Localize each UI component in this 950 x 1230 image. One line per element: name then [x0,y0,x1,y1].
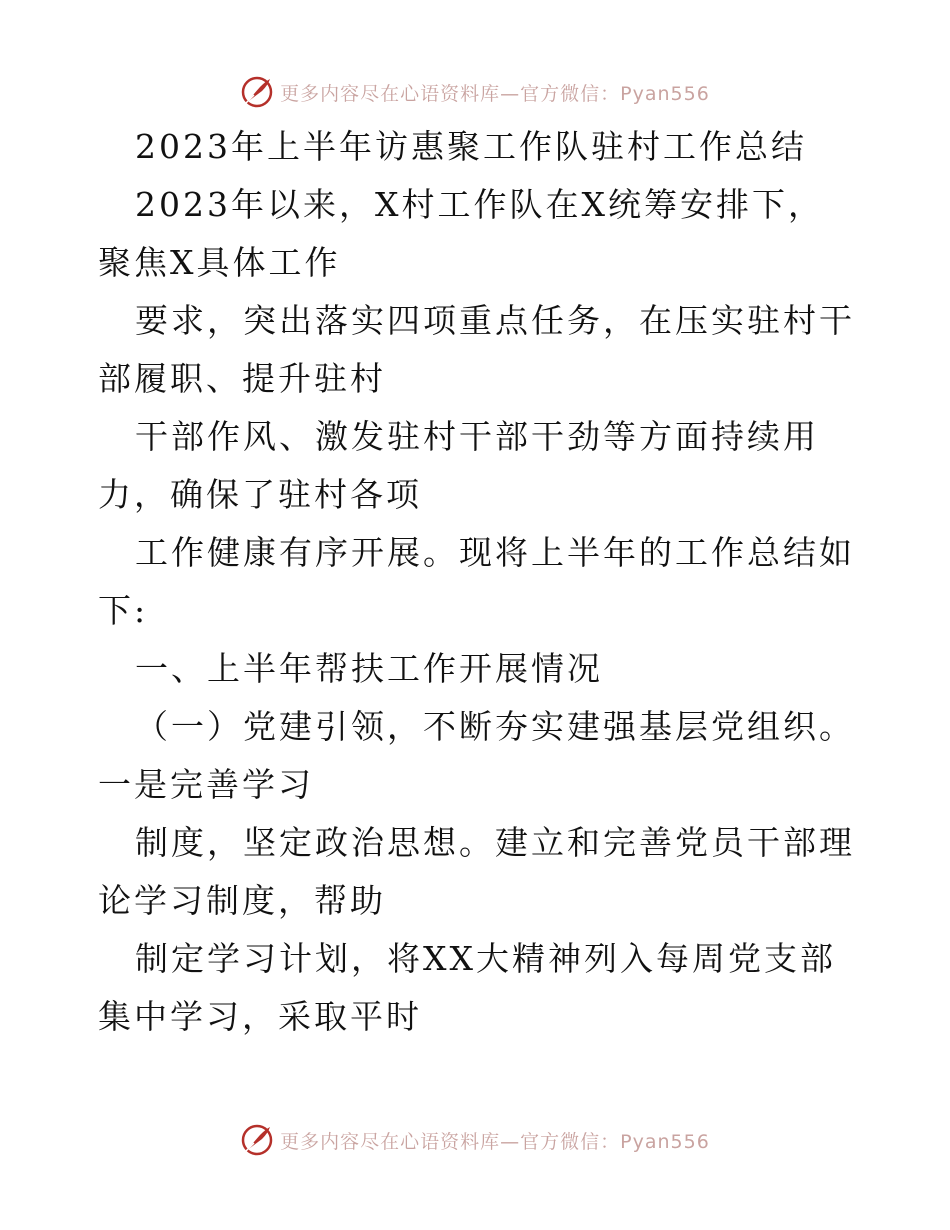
paragraph-8: 制定学习计划，将XX大精神列入每周党支部集中学习，采取平时 [98,939,836,1036]
paragraph-3: 干部作风、激发驻村干部干劲等方面持续用力，确保了驻村各项 [98,417,819,514]
document-title: 2023年上半年访惠聚工作队驻村工作总结 [135,127,807,166]
quill-pen-logo-icon [240,1123,274,1157]
quill-pen-logo-icon [240,75,274,109]
section-heading-1: 一、上半年帮扶工作开展情况 [135,649,603,688]
header-banner [0,72,950,112]
footer-banner-text: 更多内容尽在心语资料库—官方微信：Pyan556 [280,1130,710,1153]
document-body [98,118,858,1046]
footer-banner [0,1120,950,1160]
paragraph-7: 制度，坚定政治思想。建立和完善党员干部理论学习制度，帮助 [98,823,855,920]
header-banner-text: 更多内容尽在心语资料库—官方微信：Pyan556 [280,82,710,105]
paragraph-1: 2023年以来，X村工作队在X统筹安排下，聚焦X具体工作 [98,185,824,282]
paragraph-6: （一）党建引领，不断夯实建强基层党组织。一是完善学习 [98,707,855,804]
paragraph-2: 要求，突出落实四项重点任务，在压实驻村干部履职、提升驻村 [98,301,855,398]
paragraph-4: 工作健康有序开展。现将上半年的工作总结如下: [98,533,855,630]
